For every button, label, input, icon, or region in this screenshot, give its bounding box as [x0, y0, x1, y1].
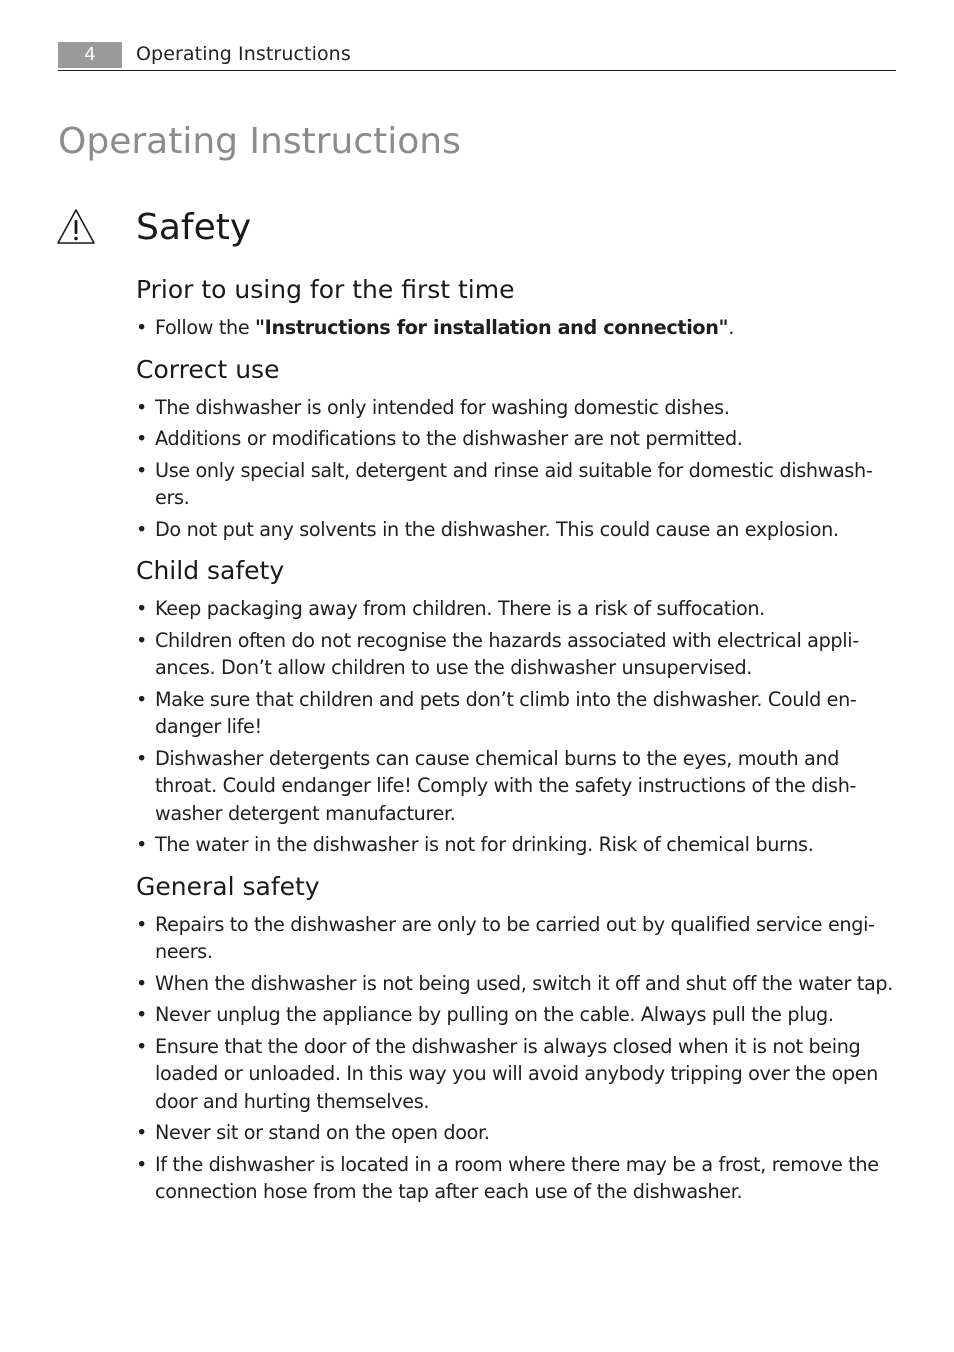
running-header-title: Operating Instructions	[136, 43, 351, 65]
list-item: • The dishwasher is only intended for washing domestic dishes.	[136, 395, 730, 419]
item-prefix: Follow the	[155, 316, 256, 339]
general-safety-heading: General safety	[136, 871, 320, 901]
correct-use-section	[136, 350, 896, 544]
list-item: • Never sit or stand on the open door.	[136, 1121, 490, 1144]
list-item: • Additions or modifications to the dishwasher are not permitted.	[136, 427, 743, 450]
prior-to-first-use-section	[136, 270, 896, 342]
list-item: • Dishwasher detergents can cause chemical burns to the eyes, mouth and throat. Could endanger life! Comply with the safety instructions of the dish-washer detergent manufacturer.	[136, 746, 857, 825]
list-item: • Follow the "Instructions for installation and connection".	[136, 316, 734, 339]
correct-use-list	[136, 394, 896, 544]
list-item: • Never unplug the appliance by pulling on the cable. Always pull the plug.	[136, 1003, 834, 1026]
general-safety-section	[136, 867, 896, 1206]
prior-to-first-use-list	[136, 314, 896, 342]
section-title: Operating Instructions	[58, 121, 461, 162]
list-item: • Repairs to the dishwasher are only to be carried out by qualified service engi-neers.	[136, 912, 875, 963]
child-safety-heading: Child safety	[136, 556, 285, 585]
list-item: • Ensure that the door of the dishwasher is always closed when it is not being loaded or unloaded. In this way you will avoid anybody tripping over the open door and hurting themselves.	[136, 1034, 878, 1113]
correct-use-heading: Correct use	[136, 354, 280, 384]
child-safety-section	[136, 551, 896, 859]
item-suffix: .	[728, 316, 734, 339]
page-number: 4	[58, 42, 122, 68]
child-safety-list	[136, 595, 896, 859]
page-header	[58, 40, 896, 71]
list-item: • Do not put any solvents in the dishwasher. This could cause an explosion.	[136, 517, 839, 541]
list-item: • Use only special salt, detergent and rinse aid suitable for domestic dishwash-ers.	[136, 458, 873, 509]
safety-content	[136, 270, 896, 1210]
list-item: • When the dishwasher is not being used, switch it off and shut off the water tap.	[136, 971, 893, 995]
safety-title: Safety	[136, 207, 252, 248]
list-item: • The water in the dishwasher is not for drinking. Risk of chemical burns.	[136, 833, 814, 856]
list-item: • Make sure that children and pets don’t climb into the dishwasher. Could en-danger life!	[136, 687, 857, 738]
general-safety-list	[136, 911, 896, 1206]
installation-instructions-reference: "Instructions for installation and connection"	[255, 316, 729, 339]
warning-triangle-icon	[56, 208, 96, 246]
list-item: • Children often do not recognise the hazards associated with electrical appli-ances. Don’t allow children to use the dishwasher unsupervised.	[136, 628, 859, 679]
list-item: • Keep packaging away from children. There is a risk of suffocation.	[136, 597, 765, 620]
list-item: • If the dishwasher is located in a room where there may be a frost, remove the connection hose from the tap after each use of the dishwasher.	[136, 1152, 879, 1203]
prior-to-first-use-heading: Prior to using for the first time	[136, 275, 515, 304]
